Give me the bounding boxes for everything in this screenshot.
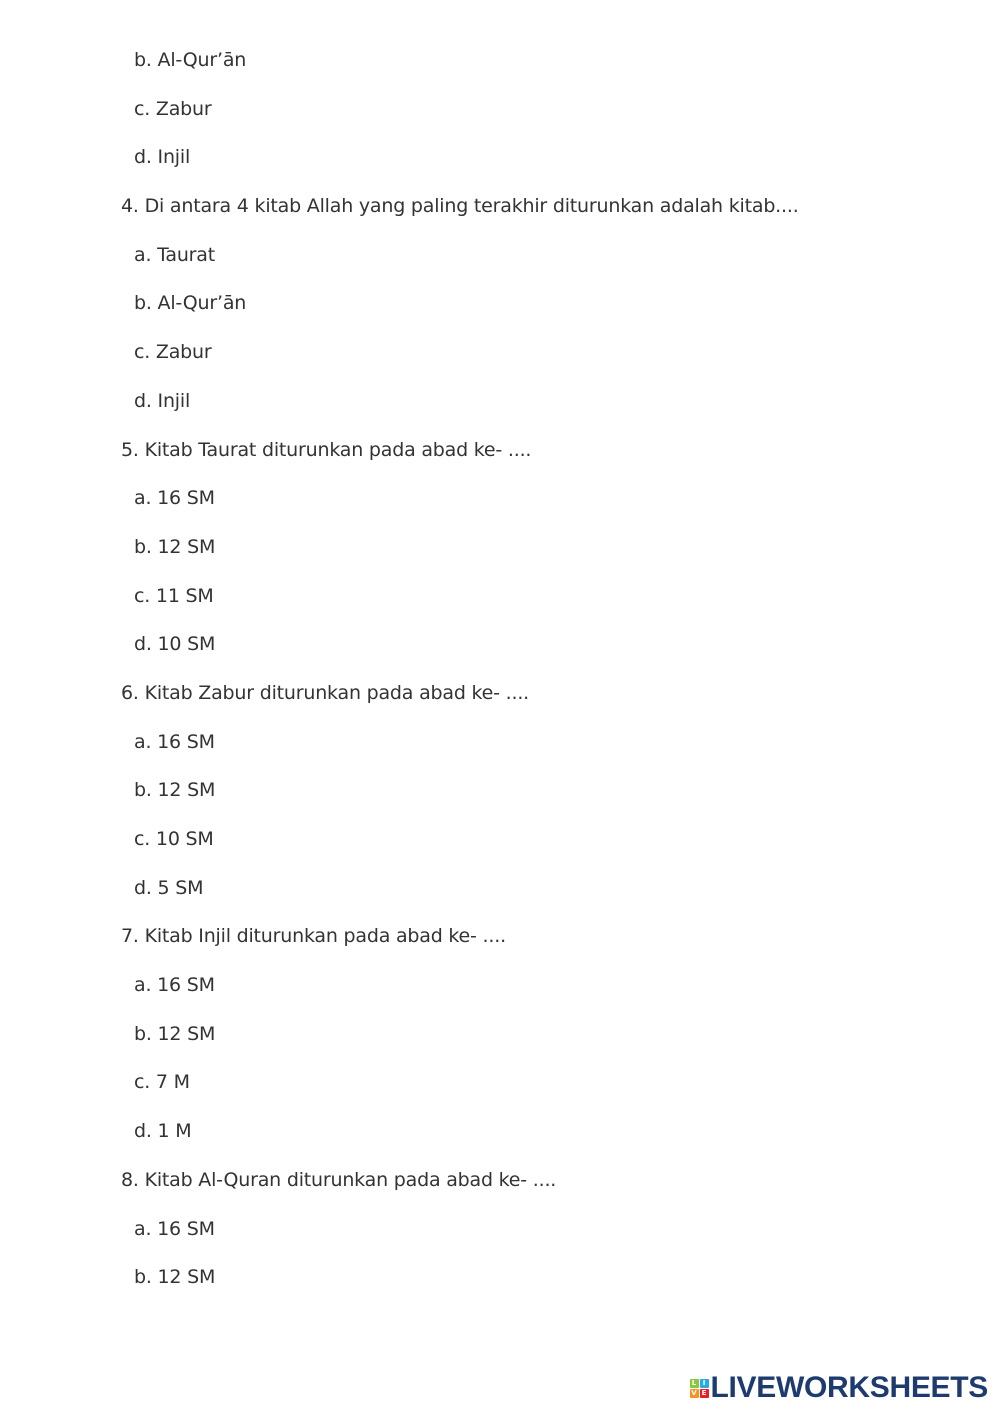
answer-option[interactable]: c. 10 SM <box>134 828 214 850</box>
answer-option[interactable]: d. 5 SM <box>134 876 204 899</box>
logo-mark-tile: I <box>700 1379 709 1388</box>
answer-option[interactable]: b. 12 SM <box>134 535 216 558</box>
answer-option[interactable]: a. Taurat <box>134 243 215 266</box>
answer-option[interactable]: a. 16 SM <box>134 487 215 510</box>
answer-option[interactable]: a. 16 SM <box>134 1217 215 1240</box>
answer-option[interactable]: d. 10 SM <box>134 633 216 656</box>
logo-text: LIVEWORKSHEETS <box>710 1371 988 1404</box>
question-text: 7. Kitab Injil diturunkan pada abad ke- .... <box>121 925 506 948</box>
question-text: 8. Kitab Al-Quran diturunkan pada abad ke- .... <box>121 1168 557 1191</box>
question-text: 6. Kitab Zabur diturunkan pada abad ke- .... <box>121 681 529 704</box>
logo-mark-icon <box>690 1379 709 1398</box>
answer-option[interactable]: b. Al-Qur’ān <box>134 49 247 71</box>
answer-option[interactable]: c. 7 M <box>134 1071 190 1094</box>
logo-mark-tile: L <box>690 1379 699 1388</box>
answer-option[interactable]: d. Injil <box>134 146 191 169</box>
question-text: 4. Di antara 4 kitab Allah yang paling terakhir diturunkan adalah kitab.... <box>121 195 799 218</box>
logo-mark-tile: V <box>691 1388 697 1397</box>
answer-option[interactable]: b. Al-Qur’ān <box>134 292 247 315</box>
answer-option[interactable]: b. 12 SM <box>134 1022 216 1045</box>
answer-option[interactable]: a. 16 SM <box>134 730 215 753</box>
answer-option[interactable]: d. 1 M <box>134 1120 192 1143</box>
answer-option[interactable]: c. Zabur <box>134 341 212 364</box>
question-text: 5. Kitab Taurat diturunkan pada abad ke- .... <box>121 438 532 461</box>
answer-option[interactable]: a. 16 SM <box>134 974 215 997</box>
answer-option[interactable]: d. Injil <box>134 389 191 412</box>
answer-option[interactable]: c. 11 SM <box>134 584 214 607</box>
liveworksheets-logo <box>690 1370 989 1406</box>
logo-mark-tile: E <box>700 1389 709 1398</box>
worksheet-content <box>0 36 1000 1302</box>
answer-option[interactable]: c. Zabur <box>134 97 212 120</box>
answer-option[interactable]: b. 12 SM <box>134 779 216 802</box>
answer-option[interactable]: b. 12 SM <box>134 1266 216 1289</box>
